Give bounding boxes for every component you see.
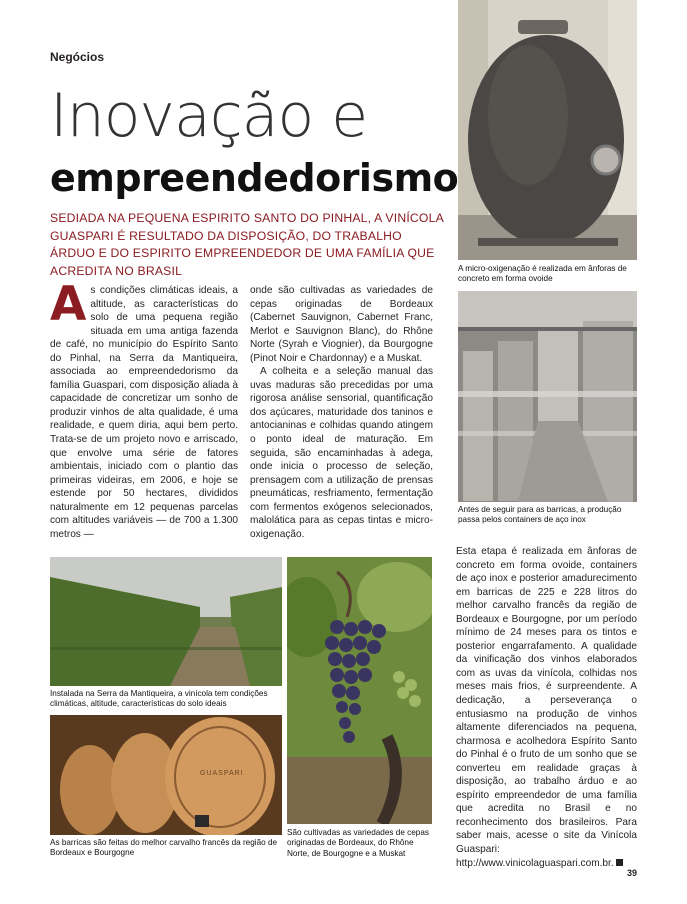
caption-tanks: Antes de seguir para as barricas, a produção passa pelos containers de aço inox [458,505,622,525]
photo-barrels [50,715,282,835]
end-mark-icon [616,859,623,866]
col2-paragraph-2: A colheita e a seleção manual das uvas maduras são precedidas por uma rigorosa análise sensorial, quantificação dos açúcares, maturidade dos taninos e antocianinas e colhidas quando atingem o ponto ideal de maturação. Em seguida, são encaminhadas à adega, onde inicia o processo de seleção, prensagem com a utilização de prensas pneumáticas, resfriamento, fermentação com fermentos exógenos selecionados, malolática para as cepas tintas e micro-oxigenação. [250,366,433,540]
photo-vineyard [50,557,282,686]
col3-paragraph: Esta etapa é realizada em ânforas de concreto em forma ovoide, containers de aço inox e posterior amadurecimento em barricas de 225 e 228 litros do melhor carvalho francês da região de Bordeaux e Bourgogne, por um período mínimo de 24 meses para os tintos e posterior engarrafamento. A qualidade da vinificação dos vinhos elaborados com as uvas da vinícola, colhidas nos meses mais frios, é surpreendente. A dedicação, a perseverança o entusiasmo na produção de vinhos altamente diferenciados na pequena, charmosa e acolhedora Espírito Santo do Pinhal é o fruto de um sonho que se converteu em realidade graças à disposição, ao trabalho árduo e ao espírito empreendedor de uma família que acredita no Brasil e no reconhecimento dos brasileiros. Para saber mais, acesse o site da Vinícola Guaspari: http://www.vinicolaguaspari.com.br. [456,546,637,869]
drop-cap: A [50,277,87,332]
photo-concrete-egg [458,0,637,260]
body-column-3 [456,545,637,870]
barrel-brand: GUASPARI [200,770,244,777]
title-line-1: Inovação e [50,81,368,151]
col1-paragraph: s condições climáticas ideais, a altitude, as características do solo de uma pequena região situada em uma antiga fazenda de café, no município do Espírito Santo do Pinhal, na Serra da Mantiqueira, associada ao empreendedorismo da família Guaspari, com disposição aliada à capacidade de concretizar um sonho de produzir vinhos de alta qualidade, é uma realidade, e quem diria, aqui bem perto. Trata-se de um projeto novo e arriscado, que envolve uma série de fatores ambientais, iniciado com o plantio das primeiras videiras, em 2006, e hoje se estende por 50 hectares, divididos naturalmente em 12 pequenas parcelas com altitudes variáveis — de 700 a 1.300 metros — [50,285,238,540]
section-label: Negócios [50,50,105,64]
col2-paragraph-1: onde são cultivadas as variedades de cepas originadas de Bordeaux (Cabernet Sauvignon, Cabernet Franc, Merlot e Sauvignon Blanc), do Rhône Norte (Syrah e Viognier), da Bourgogne (Pinot Noir e Chardonnay) e a Muskat. [250,285,433,364]
body-column-1 [50,277,238,541]
body-column-2 [250,284,433,541]
caption-vineyard: Instalada na Serra da Mantiqueira, a vinícola tem condições climáticas, altitude, características do solo ideais [50,689,268,709]
lead-paragraph: SEDIADA NA PEQUENA ESPIRITO SANTO DO PINHAL, A VINÍCOLA GUASPARI É RESULTADO DA DISPOSIÇÃO, DO TRABALHO ÁRDUO E DO ESPIRITO EMPREENDEDOR DE UMA FAMÍLIA QUE ACREDITA NO BRASIL [50,211,444,278]
title-line-2: empreendedorismo [50,156,459,200]
photo-steel-tanks [458,291,637,502]
photo-grapes [287,557,432,824]
caption-barrels: As barricas são feitas do melhor carvalho francês da região de Bordeaux e Bourgogne [50,838,278,858]
page-number: 39 [627,868,638,878]
caption-egg: A micro-oxigenação é realizada em ânforas de concreto em forma ovoide [458,264,627,284]
caption-grapes: São cultivadas as variedades de cepas originadas de Bordeaux, do Rhône Norte, de Bourgogne e a Muskat [287,828,430,858]
